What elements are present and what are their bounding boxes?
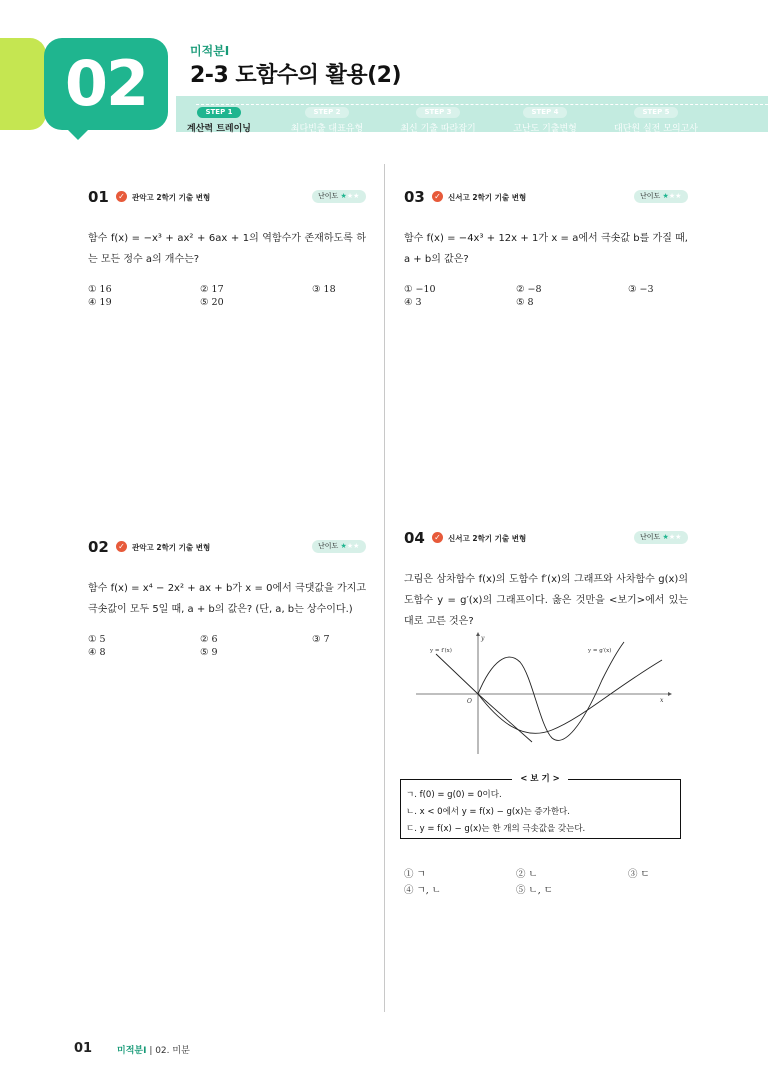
choice-4[interactable]: ④ 19: [88, 297, 112, 308]
star-filled-icon: ★: [340, 192, 347, 200]
choices: [88, 634, 366, 658]
step-4-tag: STEP 4: [523, 107, 566, 118]
problem-source: 관악고 2학기 기출 변형: [132, 543, 211, 552]
origin-label: O: [467, 698, 472, 705]
problem-number: 04: [404, 529, 425, 547]
y-axis-label: y: [481, 635, 485, 642]
check-icon: ✓: [432, 191, 443, 202]
problem-02: [88, 540, 366, 658]
choice-1[interactable]: ① ㄱ: [404, 869, 426, 880]
problem-03: [404, 190, 688, 308]
choice-4[interactable]: ④ ㄱ, ㄴ: [404, 885, 441, 896]
step-2[interactable]: [272, 99, 382, 134]
step-2-tag: STEP 2: [305, 107, 348, 118]
choice-3[interactable]: ③ −3: [628, 284, 654, 295]
star-empty-icon: ★★: [668, 533, 682, 541]
f-prime-label: y = f′(x): [430, 648, 452, 654]
check-icon: ✓: [116, 191, 127, 202]
problem-header: [404, 531, 688, 549]
step-1-tag: STEP 1: [197, 107, 240, 118]
star-filled-icon: ★: [662, 192, 669, 200]
choice-2[interactable]: ② −8: [516, 284, 542, 295]
choice-4[interactable]: ④ 8: [88, 647, 106, 658]
footer-subject: 미적분I: [117, 1046, 147, 1056]
problem-source: 관악고 2학기 기출 변형: [132, 193, 211, 202]
g-prime-label: y = g′(x): [588, 648, 612, 654]
star-empty-icon: ★★: [346, 192, 360, 200]
difficulty-badge: [634, 190, 688, 203]
difficulty-badge: [312, 190, 366, 203]
choice-3[interactable]: ③ ㄷ: [628, 869, 650, 880]
problem-header: [88, 540, 366, 558]
choice-3[interactable]: ③ 7: [312, 634, 330, 645]
problem-number: 01: [88, 188, 109, 206]
problem-text: 그림은 삼차함수 f(x)의 도함수 f′(x)의 그래프와 사차함수 g(x)의 도함수 y = g′(x)의 그래프이다. 옳은 것만을 <보기>에서 있는 대로 고른 것은?: [404, 574, 688, 627]
choice-5[interactable]: ⑤ 20: [200, 297, 224, 308]
footer-label: [117, 1043, 190, 1056]
x-axis-label: x: [660, 697, 664, 704]
step-4-label: 고난도 기출변형: [513, 124, 577, 134]
choice-2[interactable]: ② ㄴ: [516, 869, 538, 880]
star-empty-icon: ★★: [668, 192, 682, 200]
problem-header: [404, 190, 688, 208]
choice-5[interactable]: ⑤ 9: [200, 647, 218, 658]
choice-3[interactable]: ③ 18: [312, 284, 336, 295]
y-axis-arrow-icon: [476, 632, 480, 636]
f-prime-curve-tail: [478, 660, 662, 733]
step-3-tag: STEP 3: [416, 107, 459, 118]
problem-04: [404, 531, 688, 632]
difficulty-label: 난이도: [640, 192, 661, 200]
step-5-tag: STEP 5: [634, 107, 677, 118]
check-icon: ✓: [432, 532, 443, 543]
choice-4[interactable]: ④ 3: [404, 297, 422, 308]
problem-04-choices: [404, 866, 688, 896]
difficulty-label: 난이도: [318, 192, 339, 200]
column-divider: [384, 164, 385, 1012]
choices: [404, 284, 688, 308]
problem-number: 02: [88, 538, 109, 556]
f-prime-curve: [436, 654, 532, 742]
step-5[interactable]: [601, 99, 711, 134]
page-number: 01: [74, 1041, 93, 1056]
problem-text: 함수 f(x) = −4x³ + 12x + 1가 x = a에서 극솟값 b를 가질 때, a + b의 값은?: [404, 233, 688, 265]
problem-text: 함수 f(x) = x⁴ − 2x² + ax + b가 x = 0에서 극댓값을 가지고 극솟값이 모두 5일 때, a + b의 값은? (단, a, b는 상수이다.): [88, 583, 366, 615]
choice-5[interactable]: ⑤ 8: [516, 297, 534, 308]
choice-1[interactable]: ① 16: [88, 284, 112, 295]
step-1-label: 계산력 트레이닝: [187, 124, 251, 134]
bogi-item-2: ㄴ. x < 0에서 y = f(x) − g(x)는 증가한다.: [406, 807, 570, 817]
subject-label: 미적분I: [190, 44, 230, 58]
problem-01: [88, 190, 366, 308]
star-filled-icon: ★: [340, 542, 347, 550]
unit-number: 02: [64, 47, 148, 120]
step-1[interactable]: [164, 99, 274, 134]
problem-source: 신서고 2학기 기출 변형: [448, 193, 527, 202]
footer-chapter: | 02. 미분: [149, 1046, 190, 1056]
derivative-graph: [412, 630, 672, 760]
bogi-item-1: ㄱ. f(0) = g(0) = 0이다.: [406, 790, 502, 800]
difficulty-badge: [312, 540, 366, 553]
problem-source: 신서고 2학기 기출 변형: [448, 534, 527, 543]
step-3-label: 최신 기출 따라잡기: [400, 124, 476, 134]
page-title: 2-3 도함수의 활용(2): [190, 63, 401, 88]
star-empty-icon: ★★: [346, 542, 360, 550]
step-4[interactable]: [490, 99, 600, 134]
problem-header: [88, 190, 366, 208]
lime-side-tab: [0, 38, 46, 130]
step-3[interactable]: [383, 99, 493, 134]
choice-1[interactable]: ① −10: [404, 284, 436, 295]
difficulty-label: 난이도: [640, 533, 661, 541]
choice-2[interactable]: ② 6: [200, 634, 218, 645]
problem-text: 함수 f(x) = −x³ + ax² + 6ax + 1의 역함수가 존재하도록 하는 모든 정수 a의 개수는?: [88, 233, 366, 265]
choice-5[interactable]: ⑤ ㄴ, ㄷ: [516, 885, 553, 896]
step-5-label: 대단원 실전 모의고사: [614, 124, 698, 134]
step-2-label: 최다빈출 대표유형: [290, 124, 364, 134]
choice-1[interactable]: ① 5: [88, 634, 106, 645]
problem-number: 03: [404, 188, 425, 206]
bogi-title: < 보 기 >: [512, 772, 568, 784]
choices: [88, 284, 366, 308]
star-filled-icon: ★: [662, 533, 669, 541]
g-prime-curve: [478, 642, 624, 740]
unit-badge-tail: [62, 124, 94, 140]
x-axis-arrow-icon: [668, 692, 672, 696]
bogi-item-3: ㄷ. y = f(x) − g(x)는 한 개의 극솟값을 갖는다.: [406, 824, 586, 834]
choice-2[interactable]: ② 17: [200, 284, 224, 295]
difficulty-label: 난이도: [318, 542, 339, 550]
check-icon: ✓: [116, 541, 127, 552]
difficulty-badge: [634, 531, 688, 544]
